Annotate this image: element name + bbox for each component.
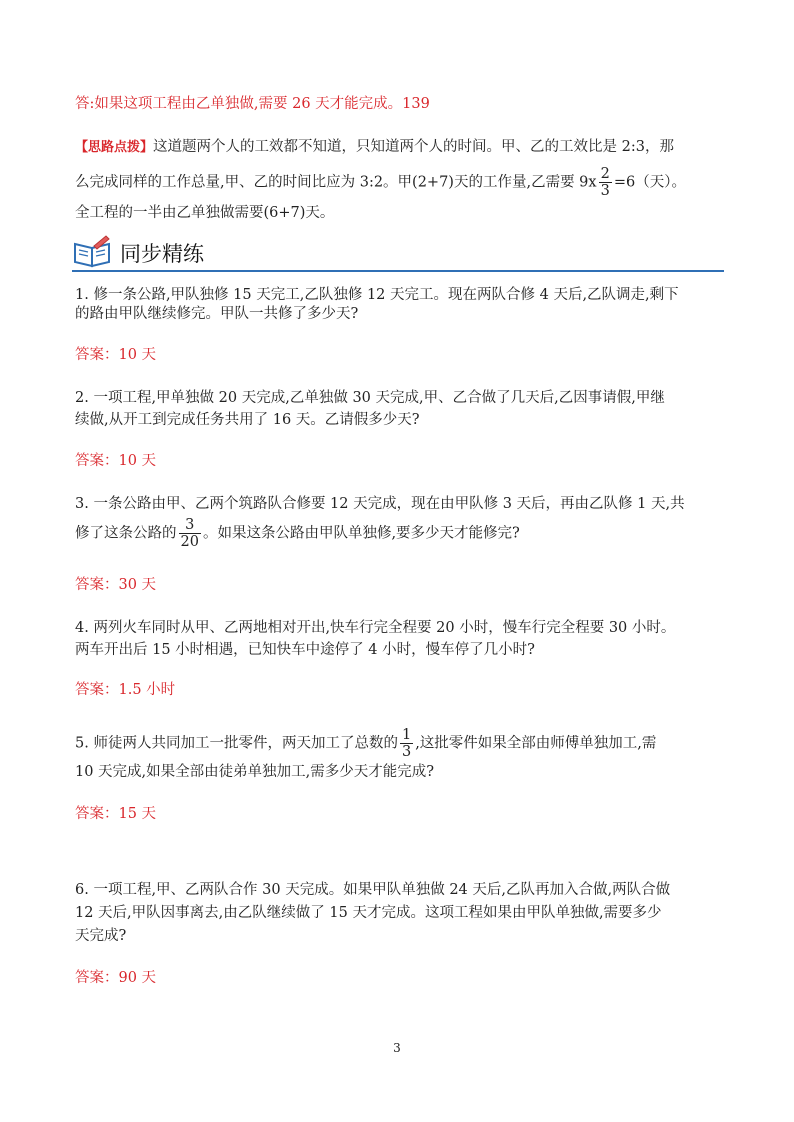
q4-line-1: 4. 两列火车同时从甲、乙两地相对开出,快车行完全程要 20 小时，慢车行完全程要 30 小时。 (75, 620, 676, 636)
q3-line-1: 3. 一条公路由甲、乙两个筑路队合修要 12 天完成，现在由甲队修 3 天后，再由乙队修 1 天,共 (75, 496, 685, 512)
q5-line-1 (75, 727, 656, 760)
hint-text-1: 这道题两个人的工效都不知道，只知道两个人的时间。甲、乙的工效比是 2:3，那 (153, 139, 674, 155)
fraction-one-third (400, 727, 413, 760)
q6-line-3: 天完成? (75, 928, 127, 944)
hint-tag: 【思路点拨】 (75, 140, 154, 155)
section-header (72, 232, 724, 272)
hint-line-2 (75, 166, 686, 199)
hint-text-2a: 么完成同样的工作总量,甲、乙的时间比应为 3:2。甲(2+7)天的工作量,乙需要 9x (75, 174, 597, 191)
hint-line-3: 全工程的一半由乙单独做需要(6+7)天。 (75, 205, 335, 221)
q1-line-2: 的路由甲队继续修完。甲队一共修了多少天? (75, 306, 359, 322)
q3-answer: 答案：30 天 (75, 577, 157, 593)
section-title: 同步精练 (120, 242, 204, 266)
q5-answer: 答案：15 天 (75, 806, 157, 822)
fraction-denominator: 20 (180, 534, 199, 550)
q4-answer: 答案：1.5 小时 (75, 682, 176, 698)
q3-text-2a: 修了这条公路的 (75, 525, 177, 542)
q3-text-2b: 。如果这条公路由甲队单独修,要多少天才能修完? (202, 525, 520, 542)
fraction-two-thirds (599, 166, 612, 199)
fraction-numerator: 2 (600, 166, 610, 182)
q6-line-2: 12 天后,甲队因事离去,由乙队继续做了 15 天才完成。这项工程如果由甲队单独做,需要多少 (75, 905, 662, 921)
q6-line-1: 6. 一项工程,甲、乙两队合作 30 天完成。如果甲队单独做 24 天后,乙队再加入合做,两队合做 (75, 882, 671, 898)
fraction-numerator: 1 (401, 727, 412, 743)
q4-line-2: 两车开出后 15 小时相遇，已知快车中途停了 4 小时，慢车停了几小时? (75, 642, 535, 658)
q1-answer: 答案：10 天 (75, 347, 157, 363)
hint-line-1 (75, 137, 674, 158)
section-divider (72, 270, 724, 272)
book-pencil-icon (72, 234, 114, 268)
hint-text-2b: =6（天）。 (613, 174, 686, 191)
q3-line-2 (75, 517, 520, 550)
fraction-denominator: 3 (600, 183, 610, 199)
fraction-three-twentieths (179, 517, 201, 550)
q6-answer: 答案：90 天 (75, 970, 157, 986)
q2-line-2: 续做,从开工到完成任务共用了 16 天。乙请假多少天? (75, 412, 420, 428)
q2-answer: 答案：10 天 (75, 453, 157, 469)
fraction-numerator: 3 (179, 517, 201, 534)
fraction-denominator: 3 (401, 744, 412, 760)
q1-line-1: 1. 修一条公路,甲队独修 15 天完工,乙队独修 12 天完工。现在两队合修 4 天后,乙队调走,剩下 (75, 287, 679, 303)
previous-answer: 答:如果这项工程由乙单独做,需要 26 天才能完成。139 (75, 96, 430, 112)
q5-text-1a: 5. 师徒两人共同加工一批零件，两天加工了总数的 (75, 735, 398, 752)
page-number: 3 (393, 1041, 401, 1055)
q5-text-1b: ,这批零件如果全部由师傅单独加工,需 (415, 735, 657, 752)
q2-line-1: 2. 一项工程,甲单独做 20 天完成,乙单独做 30 天完成,甲、乙合做了几天后,乙因事请假,甲继 (75, 390, 665, 406)
q5-line-2: 10 天完成,如果全部由徒弟单独加工,需多少天才能完成? (75, 764, 435, 780)
